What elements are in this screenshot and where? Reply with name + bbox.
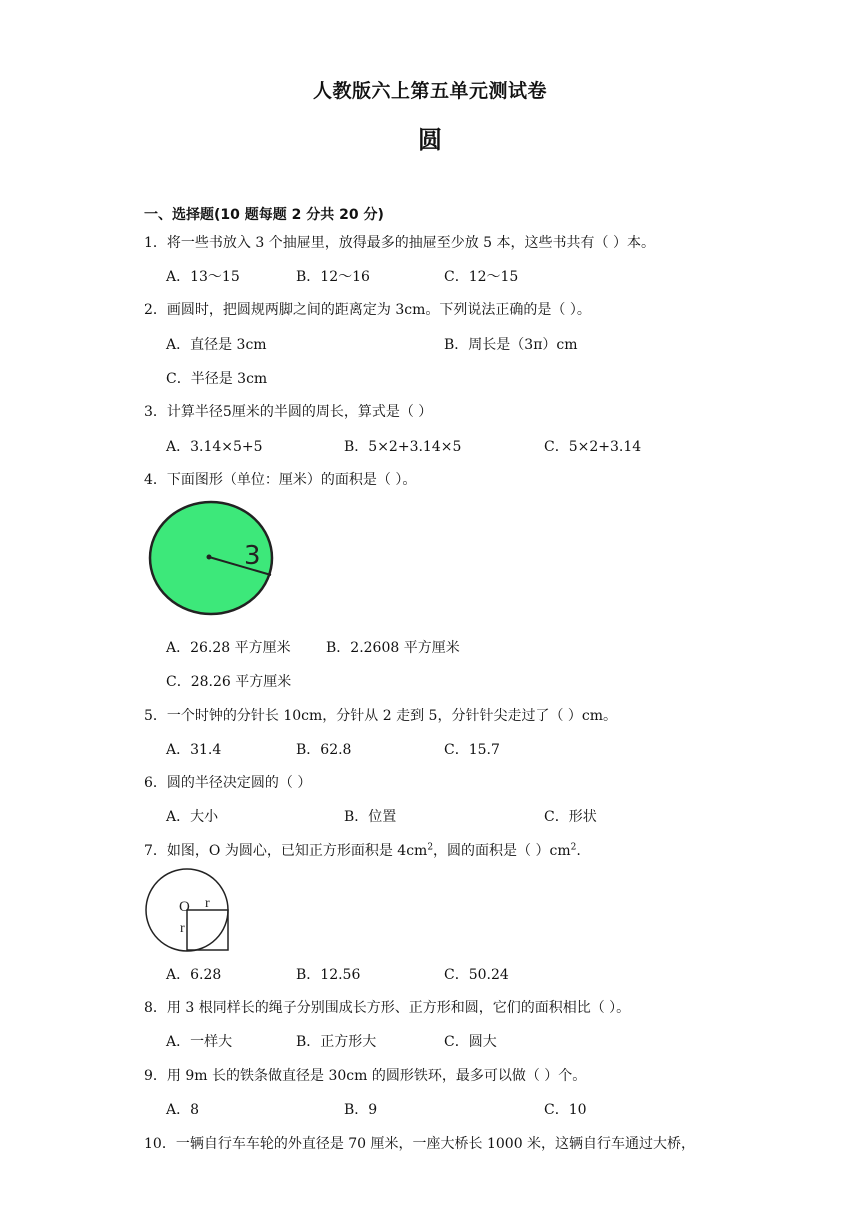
question-3-stem: 3．计算半径5厘米的半圆的周长，算式是（ ） <box>144 404 433 420</box>
question-7-option-a[interactable]: A．6.28 <box>166 967 222 983</box>
radius-label-top: r <box>205 896 210 911</box>
document-subtitle: 圆 <box>418 126 442 154</box>
question-7-stem-part-b: ，圆的面积是（ ）cm <box>433 843 571 859</box>
question-8-option-a[interactable]: A．一样大 <box>166 1034 233 1050</box>
circle-square-figure <box>144 868 236 954</box>
question-3-option-a[interactable]: A．3.14×5+5 <box>166 439 263 455</box>
question-6-option-a[interactable]: A．大小 <box>166 809 219 825</box>
radius-label-side: r <box>180 921 185 936</box>
square-outline <box>187 910 228 950</box>
question-3-option-b[interactable]: B．5×2+3.14×5 <box>344 439 462 455</box>
question-9-option-a[interactable]: A．8 <box>166 1102 200 1118</box>
question-6-option-b[interactable]: B．位置 <box>344 809 397 825</box>
question-2-option-c[interactable]: C．半径是 3cm <box>166 371 268 387</box>
question-1-option-c[interactable]: C．12～15 <box>444 269 519 285</box>
question-5-option-c[interactable]: C．15.7 <box>444 742 500 758</box>
question-7-stem-part-a: 7．如图，O 为圆心，已知正方形面积是 4cm <box>144 843 428 859</box>
question-3-option-c[interactable]: C．5×2+3.14 <box>544 439 642 455</box>
question-5-stem: 5．一个时钟的分针长 10cm，分针从 2 走到 5，分针针尖走过了（ ）cm。 <box>144 708 618 724</box>
question-1-stem: 1．将一些书放入 3 个抽屉里，放得最多的抽屉至少放 5 本，这些书共有（ ）本。 <box>144 235 655 251</box>
question-7-option-b[interactable]: B．12.56 <box>296 967 361 983</box>
radius-label: 3 <box>244 541 261 571</box>
question-7-stem <box>144 840 581 860</box>
question-8-stem: 8．用 3 根同样长的绳子分别围成长方形、正方形和圆，它们的面积相比（ ）。 <box>144 1000 631 1016</box>
question-8-option-c[interactable]: C．圆大 <box>444 1034 497 1050</box>
section-heading: 一、选择题(10 题每题 2 分共 20 分) <box>144 207 384 223</box>
question-6-option-c[interactable]: C．形状 <box>544 809 597 825</box>
question-7-option-c[interactable]: C．50.24 <box>444 967 509 983</box>
question-7-sup-1: 2 <box>427 842 434 853</box>
question-10-stem: 10．一辆自行车车轮的外直径是 70 厘米，一座大桥长 1000 米，这辆自行车通过大桥， <box>144 1136 696 1152</box>
question-2-option-a[interactable]: A．直径是 3cm <box>166 337 267 353</box>
question-4-stem: 4．下面图形（单位：厘米）的面积是（ ）。 <box>144 472 417 488</box>
question-4-option-c[interactable]: C．28.26 平方厘米 <box>166 674 292 690</box>
question-2-option-b[interactable]: B．周长是（3π）cm <box>444 337 578 353</box>
question-9-stem: 9．用 9m 长的铁条做直径是 30cm 的圆形铁环，最多可以做（ ）个。 <box>144 1068 587 1084</box>
document-title: 人教版六上第五单元测试卷 <box>312 80 547 102</box>
question-7-stem-part-c: . <box>576 843 581 859</box>
question-4-option-a[interactable]: A．26.28 平方厘米 <box>166 640 291 656</box>
question-4-option-b[interactable]: B．2.2608 平方厘米 <box>326 640 460 656</box>
question-6-stem: 6．圆的半径决定圆的（ ） <box>144 775 312 791</box>
question-1-option-a[interactable]: A．13～15 <box>166 269 240 285</box>
center-label: O <box>179 899 190 915</box>
question-9-option-c[interactable]: C．10 <box>544 1102 587 1118</box>
question-2-stem: 2．画圆时，把圆规两脚之间的距离定为 3cm。下列说法正确的是（ ）。 <box>144 302 591 318</box>
question-9-option-b[interactable]: B．9 <box>344 1102 378 1118</box>
question-5-option-a[interactable]: A．31.4 <box>166 742 222 758</box>
question-7-sup-2: 2 <box>570 842 577 853</box>
question-5-option-b[interactable]: B．62.8 <box>296 742 352 758</box>
green-circle-figure <box>148 500 276 618</box>
question-1-option-b[interactable]: B．12～16 <box>296 269 370 285</box>
question-8-option-b[interactable]: B．正方形大 <box>296 1034 377 1050</box>
